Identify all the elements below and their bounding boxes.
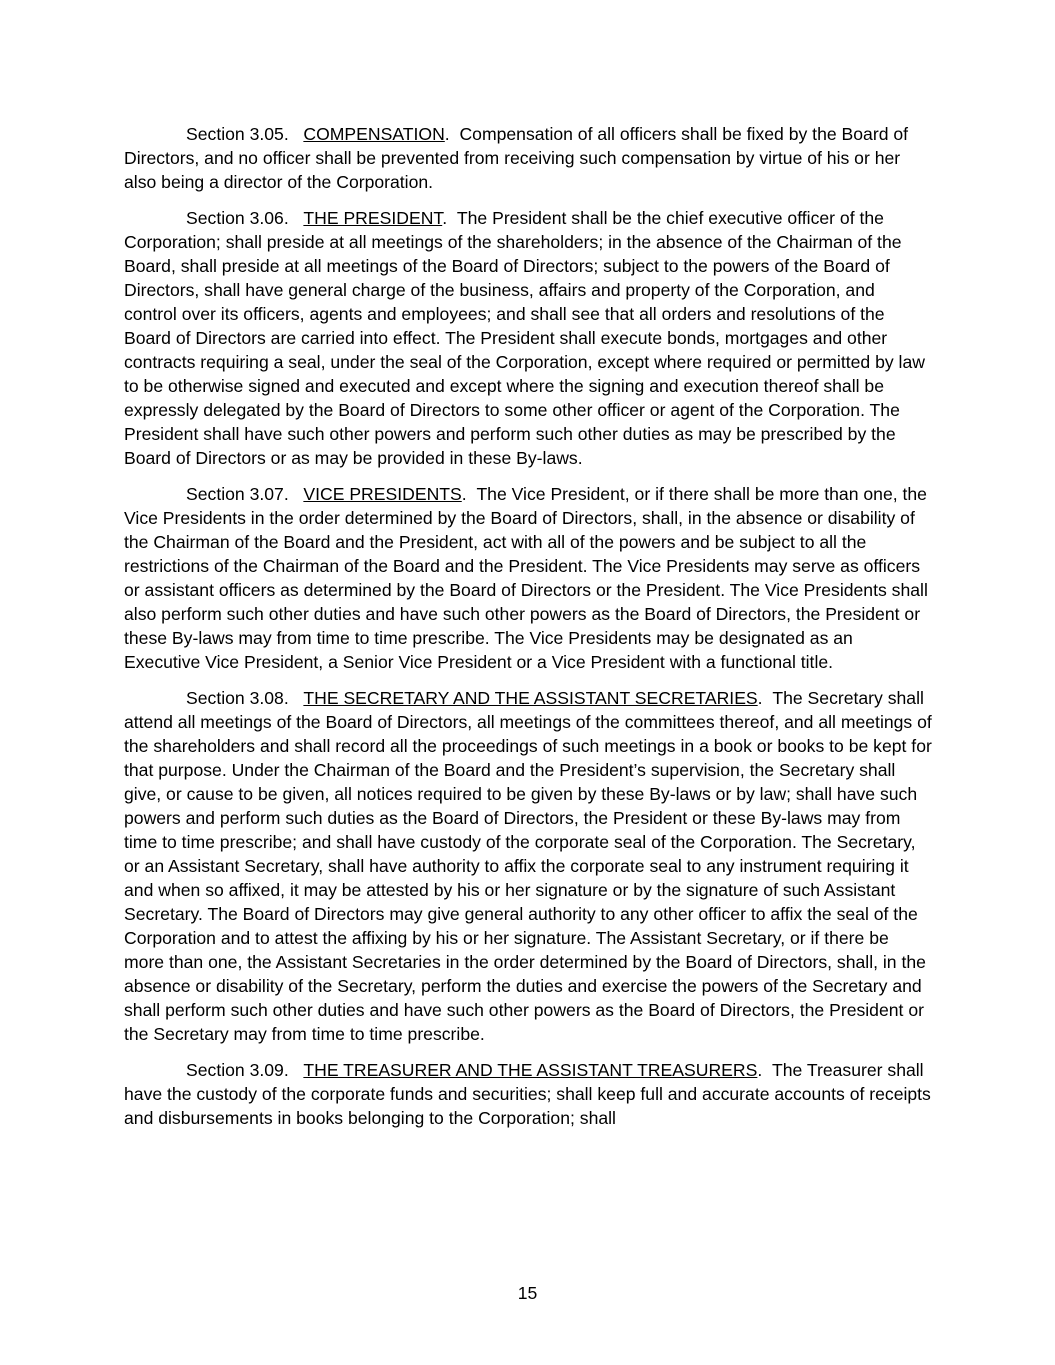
section-number: Section 3.05.	[186, 124, 289, 144]
section-number: Section 3.07.	[186, 484, 289, 504]
section-text: The Secretary shall attend all meetings of the Board of Directors, all meetings of the committees thereof, and all meetings of the shareholders and shall record all the proceedings of such meetings in a book or books to be kept for that purpose. Under the Chairman of the Board and the President’s supervision, the Secretary shall give, or cause to be given, all notices required to be given by these By-laws or by law; shall have such powers and perform such duties as the Board of Directors, the President or these By-laws may from time to time prescribe; and shall have custody of the corporate seal of the Corporation. The Secretary, or an Assistant Secretary, shall have authority to affix the corporate seal to any instrument requiring it and when so affixed, it may be attested by his or her signature or by the signature of such Assistant Secretary. The Board of Directors may give general authority to any other officer to affix the seal of the Corporation and to attest the affixing by his or her signature. The Assistant Secretary, or if there be more than one, the Assistant Secretaries in the order determined by the Board of Directors, shall, in the absence or disability of the Secretary, perform the duties and exercise the powers of the Secretary and shall perform such other duties and have such other powers as the Board of Directors, the President or the Secretary may from time to time prescribe.	[124, 688, 932, 1044]
section-number: Section 3.09.	[186, 1060, 289, 1080]
section-3-07: Section 3.07. VICE PRESIDENTS. The Vice President, or if there shall be more than one, the Vice Presidents in the order determined by the Board of Directors, shall, in the absence or disability of the Chairman of the Board and the President, act with all of the powers and be subject to all the restrictions of the Chairman of the Board and the President. The Vice Presidents may serve as officers or assistant officers as determined by the Board of Directors or the President. The Vice Presidents shall also perform such other duties and have such other powers as the Board of Directors, the President or these By-laws may from time to time prescribe. The Vice Presidents may be designated as an Executive Vice President, a Senior Vice President or a Vice President with a functional title.	[124, 484, 928, 672]
section-3-09: Section 3.09. THE TREASURER AND THE ASSISTANT TREASURERS. The Treasurer shall have the custody of the corporate funds and securities; shall keep full and accurate accounts of receipts and disbursements in books belonging to the Corporation; shall	[124, 1060, 931, 1128]
section-number: Section 3.06.	[186, 208, 289, 228]
section-3-05: Section 3.05. COMPENSATION. Compensation of all officers shall be fixed by the Board of Directors, and no officer shall be prevented from receiving such compensation by virtue of his or her also being a director of the Corporation.	[124, 124, 909, 192]
section-3-06: Section 3.06. THE PRESIDENT. The President shall be the chief executive officer of the Corporation; shall preside at all meetings of the shareholders; in the absence of the Chairman of the Board, shall preside at all meetings of the Board of Directors; subject to the powers of the Board of Directors, shall have general charge of the business, affairs and property of the Corporation, and control over its officers, agents and employees; and shall see that all orders and resolutions of the Board of Directors are carried into effect. The President shall execute bonds, mortgages and other contracts requiring a seal, under the seal of the Corporation, except where required or permitted by law to be otherwise signed and executed and except where the signing and execution thereof shall be expressly delegated by the Board of Directors to some other officer or agent of the Corporation. The President shall have such other powers and perform such other duties as may be prescribed by the Board of Directors or as may be provided in these By-laws.	[124, 208, 925, 468]
section-text: The President shall be the chief executive officer of the Corporation; shall preside at all meetings of the shareholders; in the absence of the Chairman of the Board, shall preside at all meetings of the Board of Directors; subject to the powers of the Board of Directors, shall have general charge of the business, affairs and property of the Corporation, and control over its officers, agents and employees; and shall see that all orders and resolutions of the Board of Directors are carried into effect. The President shall execute bonds, mortgages and other contracts requiring a seal, under the seal of the Corporation, except where required or permitted by law to be otherwise signed and executed and except where the signing and execution thereof shall be expressly delegated by the Board of Directors to some other officer or agent of the Corporation. The President shall have such other powers and perform such other duties as may be prescribed by the Board of Directors or as may be provided in these By-laws.	[124, 208, 925, 468]
section-heading: COMPENSATION	[303, 124, 445, 144]
section-text: The Treasurer shall have the custody of the corporate funds and securities; shall keep full and accurate accounts of receipts and disbursements in books belonging to the Corporation; shall	[124, 1060, 931, 1128]
document-body	[124, 122, 932, 1142]
section-text: The Vice President, or if there shall be more than one, the Vice Presidents in the order determined by the Board of Directors, shall, in the absence or disability of the Chairman of the Board and the President, act with all of the powers and be subject to all the restrictions of the Chairman of the Board and the President. The Vice Presidents may serve as officers or assistant officers as determined by the Board of Directors or the President. The Vice Presidents shall also perform such other duties and have such other powers as the Board of Directors, the President or these By-laws may from time to time prescribe. The Vice Presidents may be designated as an Executive Vice President, a Senior Vice President or a Vice President with a functional title.	[124, 484, 928, 672]
section-number: Section 3.08.	[186, 688, 289, 708]
page-number: 15	[517, 1283, 538, 1303]
section-3-08: Section 3.08. THE SECRETARY AND THE ASSISTANT SECRETARIES. The Secretary shall attend all meetings of the Board of Directors, all meetings of the committees thereof, and all meetings of the shareholders and shall record all the proceedings of such meetings in a book or books to be kept for that purpose. Under the Chairman of the Board and the President’s supervision, the Secretary shall give, or cause to be given, all notices required to be given by these By-laws or by law; shall have such powers and perform such duties as the Board of Directors, the President or these By-laws may from time to time prescribe; and shall have custody of the corporate seal of the Corporation. The Secretary, or an Assistant Secretary, shall have authority to affix the corporate seal to any instrument requiring it and when so affixed, it may be attested by his or her signature or by the signature of such Assistant Secretary. The Board of Directors may give general authority to any other officer to affix the seal of the Corporation and to attest the affixing by his or her signature. The Assistant Secretary, or if there be more than one, the Assistant Secretaries in the order determined by the Board of Directors, shall, in the absence or disability of the Secretary, perform the duties and exercise the powers of the Secretary and shall perform such other duties and have such other powers as the Board of Directors, the President or the Secretary may from time to time prescribe.	[124, 688, 932, 1044]
section-heading: THE PRESIDENT	[303, 208, 443, 228]
section-text: Compensation of all officers shall be fixed by the Board of Directors, and no officer shall be prevented from receiving such compensation by virtue of his or her also being a director of the Corporation.	[124, 124, 909, 192]
section-heading: THE SECRETARY AND THE ASSISTANT SECRETARIES	[303, 688, 758, 708]
section-heading: VICE PRESIDENTS	[303, 484, 462, 504]
section-heading: THE TREASURER AND THE ASSISTANT TREASURERS	[303, 1060, 758, 1080]
